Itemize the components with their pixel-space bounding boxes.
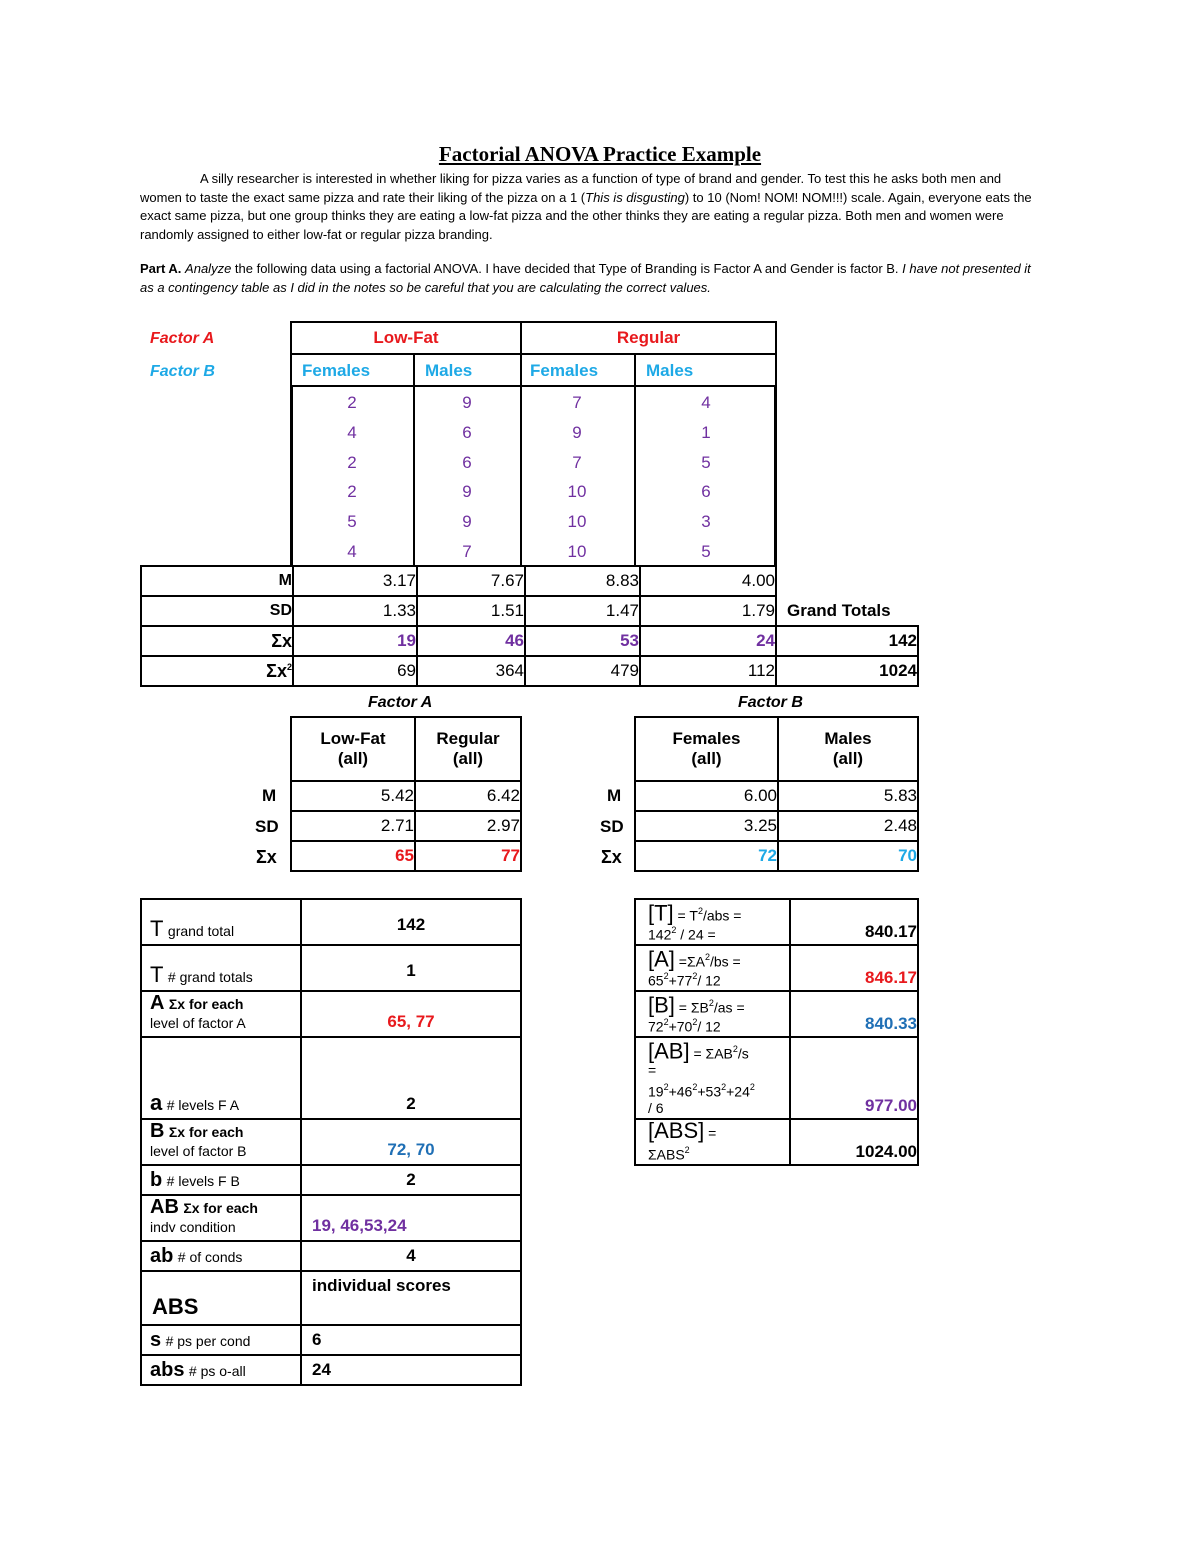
notation-value: 24 (301, 1355, 521, 1385)
sx2-value: 69 (293, 656, 417, 686)
m-value: 5.83 (778, 781, 918, 811)
sx-value: 53 (525, 626, 640, 656)
score-cell: 5 (701, 453, 711, 472)
sd-value: 2.97 (415, 811, 521, 841)
score-cell: 4 (701, 393, 711, 412)
grand-totals-table (775, 625, 919, 687)
sd-value: 2.71 (291, 811, 415, 841)
notation-label: ABS (141, 1271, 301, 1325)
grand-sx: 142 (776, 626, 918, 656)
sd-value: 1.51 (417, 596, 525, 626)
bracket-value: 840.33 (790, 991, 918, 1037)
score-cell: 7 (572, 393, 582, 412)
sx-value: 24 (640, 626, 776, 656)
notation-value: individual scores (301, 1271, 521, 1325)
notation-value: 2 (301, 1037, 521, 1119)
row-label: SD (600, 817, 624, 836)
intro-paragraph: A silly researcher is interested in whether liking for pizza varies as a function of type of brand and gender. To test this he asks both men and women to taste the exact same pizza and rate their liking of the pizza on a 1 (This is disgusting) to 10 (Nom! NOM! NOM!!!) scale. Again, everyone eats the exact same pizza, but one group thinks they are eating a low-fat pizza and the other thinks they are eating a regular pizza. Both men and women were randomly assigned to either low-fat or regular pizza branding. (140, 171, 1032, 242)
factor-a-summary-title: Factor A (368, 694, 433, 711)
bracket-terms-table (634, 898, 919, 1166)
sd-value: 1.47 (525, 596, 640, 626)
notation-value: 72, 70 (301, 1119, 521, 1165)
notation-table (140, 898, 522, 1386)
score-cell: 5 (347, 512, 357, 531)
bracket-formula: $[AB] = \Sigma AB^2/s$ = $19^2+46^2+53^2+24^2$ / 6 (635, 1037, 790, 1119)
col-header: Low-Fat (all) (291, 717, 415, 781)
group-label: Females (302, 361, 371, 380)
sx-value: 46 (417, 626, 525, 656)
notation-label: abs # ps o-all (141, 1355, 301, 1385)
sx2-value: 364 (417, 656, 525, 686)
sx-value: 65 (291, 841, 415, 871)
score-cell: 9 (462, 512, 472, 531)
sx2-value: 112 (640, 656, 776, 686)
notation-value: 6 (301, 1325, 521, 1355)
sx-value: 72 (635, 841, 778, 871)
score-cell: 3 (701, 512, 711, 531)
notation-label: A Σx for each level of factor A (141, 991, 301, 1037)
sd-value: 2.48 (778, 811, 918, 841)
row-label: Σx (256, 847, 277, 867)
notation-label: a # levels F A (141, 1037, 301, 1119)
notation-label: AB Σx for each indv condition (141, 1195, 301, 1241)
bracket-formula: $[B] = \Sigma B^2/as$ = $72^2+70^2/$ 12 (635, 991, 790, 1037)
notation-label: ab # of conds (141, 1241, 301, 1271)
bracket-value: 1024.00 (790, 1119, 918, 1165)
m-value: 3.17 (293, 566, 417, 596)
row-label: Σx (141, 626, 293, 656)
col-header: Regular (all) (415, 717, 521, 781)
score-cell: 1 (701, 423, 711, 442)
bracket-value: 977.00 (790, 1037, 918, 1119)
m-value: 6.00 (635, 781, 778, 811)
score-cell: 7 (572, 453, 582, 472)
notation-value: 1 (301, 945, 521, 991)
score-cell: 10 (567, 512, 587, 531)
score-cell: 4 (347, 423, 357, 442)
factor-a-label: Factor A (150, 330, 215, 347)
bracket-value: 840.17 (790, 899, 918, 945)
score-cell: 9 (572, 423, 582, 442)
sx-value: 70 (778, 841, 918, 871)
factor-b-summary-table (634, 716, 919, 872)
factor-a-summary-table (290, 716, 522, 872)
notation-value: 4 (301, 1241, 521, 1271)
part-a-paragraph: Part A. Analyze the following data using a factorial ANOVA. I have decided that Type of Branding is Factor A and Gender is factor B. I have not presented it as a contingency table as I did in the notes so be careful that you are calculating the correct values. (140, 261, 1031, 295)
row-label: SD (141, 596, 293, 626)
m-value: 4.00 (640, 566, 776, 596)
score-cell: 9 (462, 482, 472, 501)
notation-value: 2 (301, 1165, 521, 1195)
notation-label: b # levels F B (141, 1165, 301, 1195)
col-header: Females (all) (635, 717, 778, 781)
stats-table (140, 565, 777, 687)
row-label: M (262, 786, 277, 805)
bracket-formula: $[T] = T^2$/abs = $142^2 / 24$ = (635, 899, 790, 945)
factor-b-summary-title: Factor B (738, 694, 803, 711)
score-cell: 6 (701, 482, 711, 501)
score-cell: 5 (701, 542, 711, 561)
notation-label: T grand total (141, 899, 301, 945)
group-label: Males (646, 361, 694, 380)
score-cell: 4 (347, 542, 357, 561)
m-value: 7.67 (417, 566, 525, 596)
page-title: Factorial ANOVA Practice Example (438, 142, 762, 166)
bracket-formula: [ABS] = $\Sigma ABS^2$ (635, 1119, 790, 1165)
notation-value: 142 (301, 899, 521, 945)
grand-sx2: 1024 (776, 656, 918, 686)
row-label: Σx (601, 847, 622, 867)
sx2-value: 479 (525, 656, 640, 686)
m-value: 6.42 (415, 781, 521, 811)
score-cell: 2 (347, 482, 357, 501)
notation-label: B Σx for each level of factor B (141, 1119, 301, 1165)
m-value: 8.83 (525, 566, 640, 596)
row-label: $\Sigma x^2$ (141, 656, 293, 686)
notation-label: T # grand totals (141, 945, 301, 991)
sx-value: 77 (415, 841, 521, 871)
col-header: Males (all) (778, 717, 918, 781)
row-label: SD (255, 817, 279, 836)
notation-label: s # ps per cond (141, 1325, 301, 1355)
score-cell: 10 (567, 542, 587, 561)
bracket-formula: $[A] =\Sigma A^2/bs$ = $65^2+77^2/$ 12 (635, 945, 790, 991)
score-cell: 2 (347, 393, 357, 412)
score-cell: 6 (462, 423, 472, 442)
sd-value: 1.33 (293, 596, 417, 626)
row-label: M (141, 566, 293, 596)
low-fat-header: Low-Fat (290, 321, 522, 355)
notation-value: 65, 77 (301, 991, 521, 1037)
sd-value: 3.25 (635, 811, 778, 841)
row-label: M (607, 786, 622, 805)
factor-b-label: Factor B (150, 363, 215, 380)
score-cell: 7 (462, 542, 472, 561)
score-cell: 10 (567, 482, 587, 501)
score-cell: 2 (347, 453, 357, 472)
sx-value: 19 (293, 626, 417, 656)
sd-value: 1.79 (640, 596, 776, 626)
score-cell: 9 (462, 393, 472, 412)
group-label: Males (425, 361, 473, 380)
notation-value: 19, 46,53,24 (301, 1195, 521, 1241)
bracket-value: 846.17 (790, 945, 918, 991)
group-label: Females (530, 361, 599, 380)
m-value: 5.42 (291, 781, 415, 811)
regular-header: Regular (520, 321, 777, 355)
score-cell: 6 (462, 453, 472, 472)
grand-totals-label: Grand Totals (787, 601, 891, 620)
